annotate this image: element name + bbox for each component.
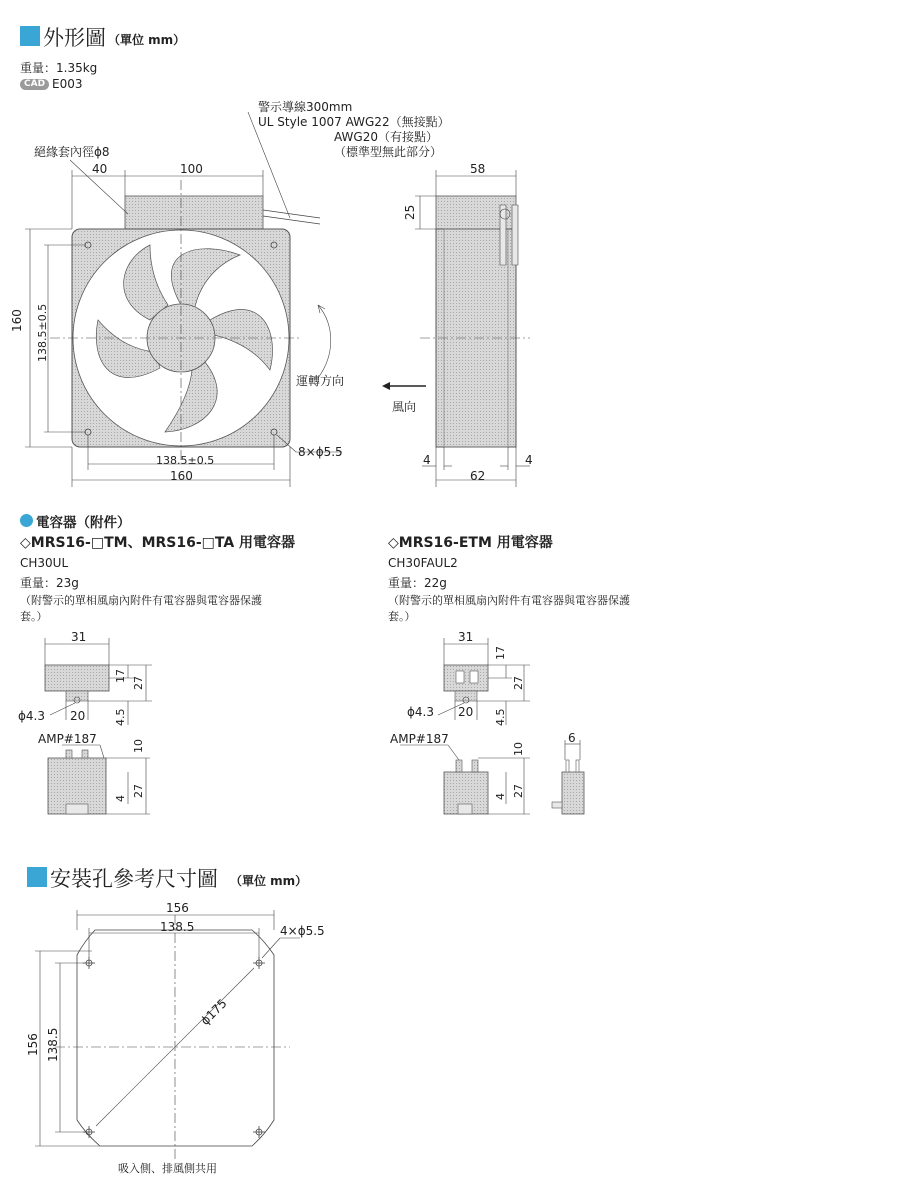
lead-wire-line-4: （標準型無此部分） bbox=[334, 145, 443, 159]
capacitor-right-amp: AMP#187 bbox=[390, 732, 449, 746]
dim-160-vertical: 160 bbox=[10, 309, 24, 332]
capacitor-left-dim-45: 4.5 bbox=[114, 708, 127, 726]
outline-weight: 重量：1.35kg bbox=[20, 61, 98, 75]
outline-unit: （單位 mm） bbox=[108, 33, 186, 47]
mounting-dim-138-horizontal: 138.5 bbox=[160, 920, 195, 934]
capacitor-right-note-2: 套。） bbox=[388, 610, 416, 623]
capacitor-right-part: CH30FAUL2 bbox=[388, 556, 458, 570]
cad-code: E003 bbox=[52, 77, 83, 91]
dim-4-left: 4 bbox=[423, 453, 431, 467]
capacitor-left-part: CH30UL bbox=[20, 556, 69, 570]
mounting-title: 安裝孔參考尺寸圖 bbox=[50, 867, 218, 891]
mounting-holes-label: 4×ϕ5.5 bbox=[280, 924, 325, 938]
capacitor-right-dim-17: 17 bbox=[494, 646, 507, 660]
capacitor-left-dim-10: 10 bbox=[132, 739, 145, 753]
capacitor-left-model: ◇MRS16-□TM、MRS16-□TA 用電容器 bbox=[20, 535, 296, 551]
capacitor-left-weight: 重量：23g bbox=[20, 576, 79, 590]
dim-4-right: 4 bbox=[525, 453, 533, 467]
capacitor-left-dim-4: 4 bbox=[114, 795, 127, 802]
capacitor-title: 電容器（附件） bbox=[36, 515, 131, 531]
dim-62: 62 bbox=[470, 469, 486, 483]
mounting-caption: 吸入側、排風側共用 bbox=[118, 1162, 217, 1175]
capacitor-right-dim-27a: 27 bbox=[512, 676, 525, 690]
rotation-label: 運轉方向 bbox=[296, 374, 345, 388]
airflow-label: 風向 bbox=[392, 400, 417, 414]
capacitor-left-amp: AMP#187 bbox=[38, 732, 97, 746]
lead-wire-line-1: 警示導線300mm bbox=[258, 100, 353, 114]
capacitor-right-model: ◇MRS16-ETM 用電容器 bbox=[388, 535, 553, 551]
cad-badge: CAD bbox=[20, 79, 49, 90]
capacitor-right-dim-20: 20 bbox=[458, 705, 474, 719]
dim-138-horizontal: 138.5±0.5 bbox=[156, 454, 215, 467]
mounting-dim-156-vertical: 156 bbox=[26, 1033, 40, 1056]
capacitor-left-dim-43: ϕ4.3 bbox=[18, 709, 45, 723]
outline-title: 外形圖 bbox=[43, 26, 106, 50]
capacitor-left-note-2: 套。） bbox=[20, 610, 48, 623]
mounting-unit: （單位 mm） bbox=[230, 874, 308, 888]
dim-160-horizontal: 160 bbox=[170, 469, 193, 483]
capacitor-right-weight: 重量：22g bbox=[388, 576, 447, 590]
lead-wire-line-3: AWG20（有接點） bbox=[334, 130, 438, 144]
mounting-dim-156-horizontal: 156 bbox=[166, 901, 189, 915]
capacitor-right-dim-6: 6 bbox=[568, 731, 576, 745]
capacitor-left-dim-20: 20 bbox=[70, 709, 86, 723]
capacitor-right-dim-31: 31 bbox=[458, 630, 474, 644]
lead-wire-line-2: UL Style 1007 AWG22（無接點） bbox=[258, 115, 450, 129]
dim-40: 40 bbox=[92, 162, 108, 176]
dim-58: 58 bbox=[470, 162, 486, 176]
capacitor-left-dim-27b: 27 bbox=[132, 784, 145, 798]
capacitor-left-dim-27a: 27 bbox=[132, 676, 145, 690]
capacitor-left-dim-17: 17 bbox=[114, 669, 127, 683]
capacitor-right-note-1: （附警示的單相風扇內附件有電容器與電容器保護 bbox=[388, 594, 630, 607]
capacitor-right-dim-43: ϕ4.3 bbox=[407, 705, 434, 719]
bushing-label: 絕緣套內徑ϕ8 bbox=[34, 145, 110, 159]
dim-25: 25 bbox=[403, 204, 417, 220]
mounting-dim-138-vertical: 138.5 bbox=[46, 1027, 60, 1062]
capacitor-right-dim-27b: 27 bbox=[512, 784, 525, 798]
capacitor-left-note-1: （附警示的單相風扇內附件有電容器與電容器保護 bbox=[20, 594, 262, 607]
holes-label: 8×ϕ5.5 bbox=[298, 445, 343, 459]
dim-100: 100 bbox=[180, 162, 203, 176]
mounting-diameter-label: ϕ175 bbox=[198, 996, 230, 1028]
dim-138-vertical: 138.5±0.5 bbox=[36, 303, 49, 362]
capacitor-right-dim-4: 4 bbox=[494, 793, 507, 800]
capacitor-right-dim-45: 4.5 bbox=[494, 708, 507, 726]
capacitor-left-dim-31: 31 bbox=[71, 630, 87, 644]
capacitor-right-dim-10: 10 bbox=[512, 742, 525, 756]
